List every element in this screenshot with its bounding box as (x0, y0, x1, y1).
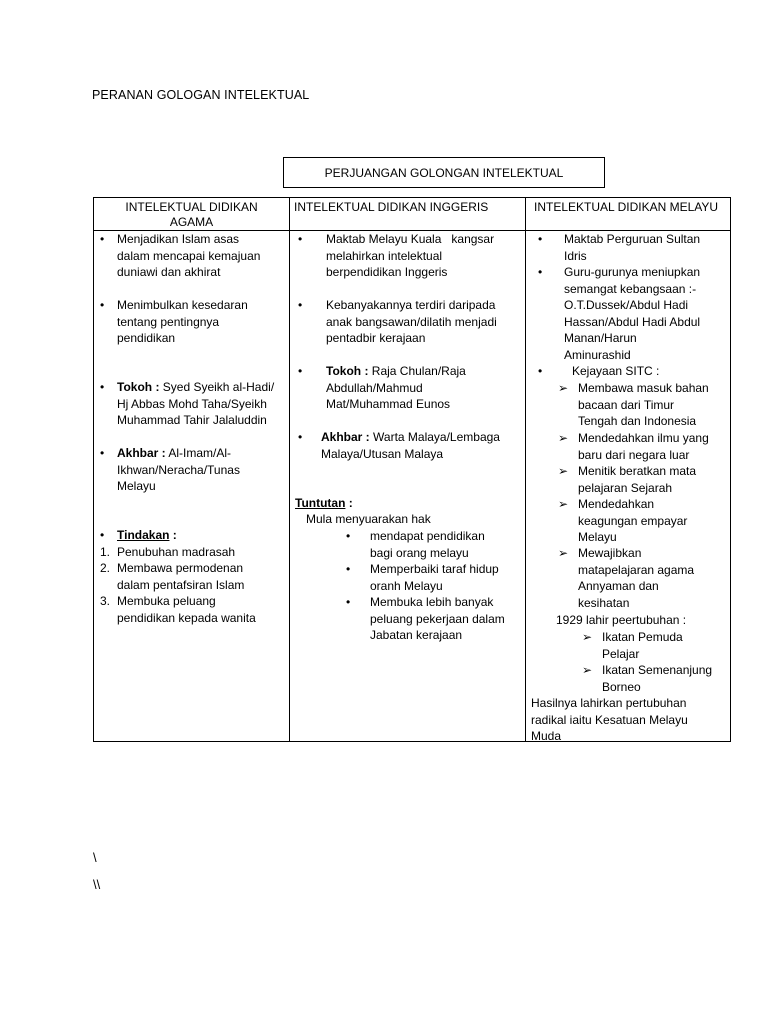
list-item: Ikatan Pemuda Pelajar (602, 630, 683, 661)
list-item-tokoh: Tokoh : Syed Syeikh al-Hadi/ Hj Abbas Mohd Taha/Syeikh Muhammad Tahir Jalaluddin (117, 380, 275, 428)
list-item: Kebanyakannya terdiri daripada anak bangsawan/dilatih menjadi pentadbir kerajaan (326, 298, 497, 346)
list-item: Menjadikan Islam asas dalam mencapai kemajuan duniawi dan akhirat (117, 232, 261, 280)
number-label: 1. (100, 545, 111, 559)
bullet-dot-icon: • (100, 446, 105, 460)
arrow-bullet-icon: ➢ (558, 497, 569, 511)
result-text: Hasilnya lahirkan pertubuhan radikal iaitu Kesatuan Melayu Muda (531, 696, 688, 744)
list-item: Mewajibkan matapelajaran agama Annyaman dan kesihatan (578, 546, 695, 610)
list-item-akhbar: Akhbar : Warta Malaya/Lembaga Malaya/Utusan Malaya (321, 430, 500, 461)
bullet-dot-icon: • (346, 562, 351, 576)
bullet-dot-icon: • (346, 595, 351, 609)
header-agama: INTELEKTUAL DIDIKAN AGAMA (94, 198, 290, 231)
column-inggeris (290, 231, 526, 742)
table-title-box: PERJUANGAN GOLONGAN INTELEKTUAL (283, 157, 605, 188)
header-inggeris: INTELEKTUAL DIDIKAN INGGERIS (290, 198, 526, 231)
year-heading: 1929 lahir peertubuhan : (556, 613, 687, 627)
list-item: Ikatan Semenanjung Borneo (602, 663, 713, 694)
bullet-dot-icon: • (100, 298, 105, 312)
tuntutan-heading: Tuntutan : (295, 496, 353, 510)
arrow-bullet-icon: ➢ (582, 630, 593, 644)
bullet-dot-icon: • (100, 380, 105, 394)
list-item: Menimbulkan kesedaran tentang pentingnya pendidikan (117, 298, 248, 346)
arrow-bullet-icon: ➢ (558, 381, 569, 395)
bullet-dot-icon: • (538, 232, 543, 246)
list-item: Menitik beratkan mata pelajaran Sejarah (578, 464, 697, 495)
stray-double-backslash: \\ (93, 877, 101, 892)
column-melayu (526, 231, 731, 742)
arrow-bullet-icon: ➢ (558, 546, 569, 560)
bullet-dot-icon: • (298, 232, 303, 246)
header-melayu: INTELEKTUAL DIDIKAN MELAYU (526, 198, 731, 231)
arrow-bullet-icon: ➢ (558, 464, 569, 478)
column-agama (94, 231, 290, 742)
number-label: 3. (100, 594, 111, 608)
bullet-dot-icon: • (100, 528, 105, 542)
list-item: Memperbaiki taraf hidup oranh Melayu (370, 562, 499, 593)
list-item: Mendedahkan ilmu yang baru dari negara luar (578, 431, 709, 462)
bullet-dot-icon: • (538, 364, 543, 378)
bullet-dot-icon: • (346, 529, 351, 543)
number-label: 2. (100, 561, 111, 575)
list-item: Membuka peluang pendidikan kepada wanita (117, 594, 256, 625)
list-item-tokoh: Tokoh : Raja Chulan/Raja Abdullah/Mahmud Mat/Muhammad Eunos (326, 364, 466, 412)
bullet-dot-icon: • (298, 430, 303, 444)
bullet-dot-icon: • (298, 298, 303, 312)
page-title: PERANAN GOLOGAN INTELEKTUAL (92, 88, 310, 102)
list-item-akhbar: Akhbar : Al-Imam/Al- Ikhwan/Neracha/Tunas Melayu (117, 446, 240, 494)
arrow-bullet-icon: ➢ (582, 663, 593, 677)
list-item: Guru-gurunya meniupkan semangat kebangsaan :- O.T.Dussek/Abdul Hadi Hassan/Abdul Hadi Abdul Manan/Harun Aminurashid (564, 265, 701, 362)
list-item: Mendedahkan keagungan empayar Melayu (578, 497, 688, 545)
tindakan-heading: Tindakan : (117, 528, 177, 542)
list-item: Maktab Perguruan Sultan Idris (564, 232, 701, 263)
stray-backslash: \ (93, 850, 97, 865)
bullet-dot-icon: • (298, 364, 303, 378)
bullet-dot-icon: • (538, 265, 543, 279)
tuntutan-intro: Mula menyuarakan hak (306, 512, 431, 526)
list-item: Kejayaan SITC : (572, 364, 660, 378)
list-item: mendapat pendidikan bagi orang melayu (370, 529, 485, 560)
bullet-dot-icon: • (100, 232, 105, 246)
comparison-table (93, 197, 731, 742)
list-item: Membawa permodenan dalam pentafsiran Islam (117, 561, 245, 592)
list-item: Maktab Melayu Kuala kangsar melahirkan intelektual berpendidikan Inggeris (326, 232, 495, 280)
list-item: Membuka lebih banyak peluang pekerjaan dalam Jabatan kerajaan (370, 595, 505, 643)
arrow-bullet-icon: ➢ (558, 431, 569, 445)
list-item: Penubuhan madrasah (117, 545, 236, 559)
list-item: Membawa masuk bahan bacaan dari Timur Tengah dan Indonesia (578, 381, 709, 429)
